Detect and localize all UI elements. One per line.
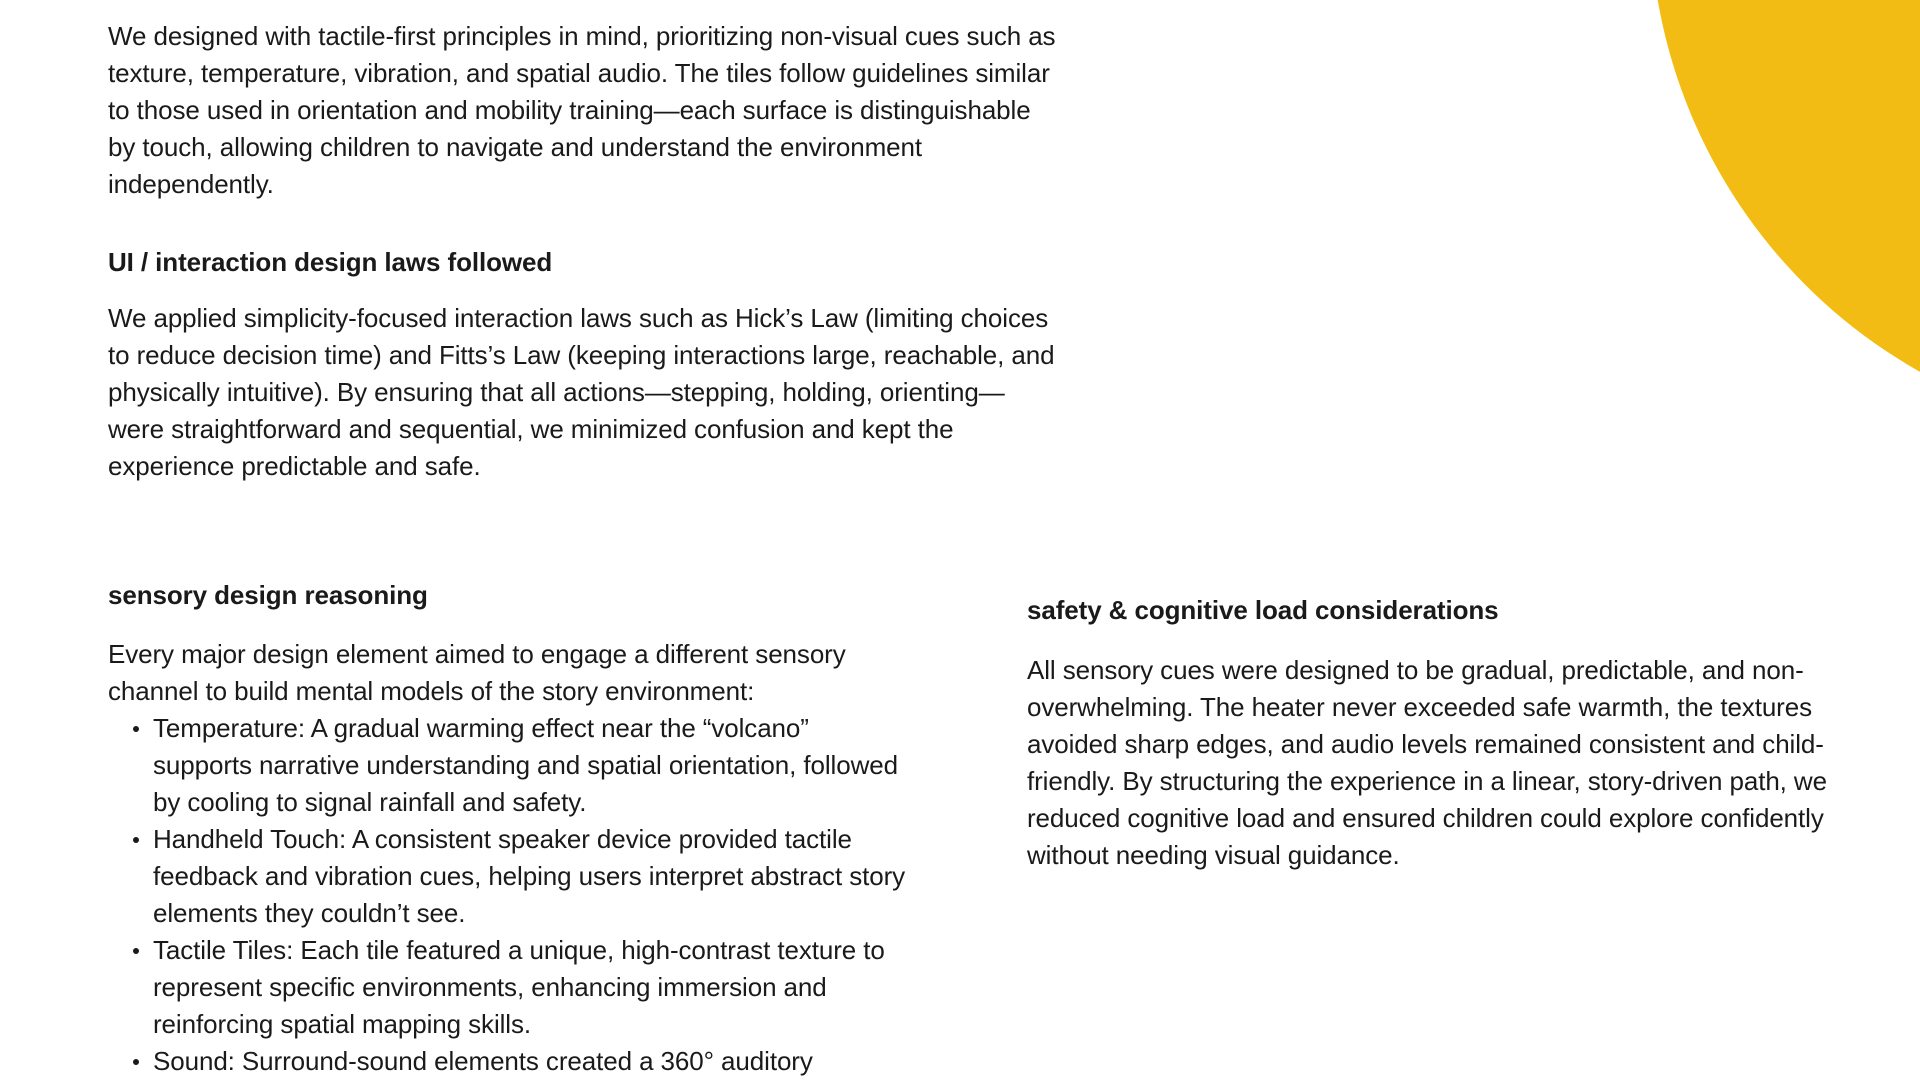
sensory-list bbox=[108, 710, 908, 1080]
sensory-section bbox=[108, 579, 908, 1080]
list-item: Temperature: A gradual warming effect near the “volcano” supports narrative understanding and spatial orientation, followed by cooling to signal rainfall and safety. bbox=[108, 710, 908, 821]
list-item: Sound: Surround-sound elements created a 360° auditory bbox=[108, 1043, 908, 1080]
laws-section bbox=[108, 246, 1058, 485]
safety-heading: safety & cognitive load considerations bbox=[1027, 595, 1499, 625]
list-item: Handheld Touch: A consistent speaker device provided tactile feedback and vibration cues, helping users interpret abstract story elements they couldn’t see. bbox=[108, 821, 908, 932]
safety-section bbox=[1027, 594, 1827, 874]
laws-paragraph: We applied simplicity-focused interaction laws such as Hick’s Law (limiting choices to reduce decision time) and Fitts’s Law (keeping interactions large, reachable, and physically intuitive). By ensuring that all actions—stepping, holding, orienting—were straightforward and sequential, we minimized confusion and kept the experience predictable and safe. bbox=[108, 303, 1055, 481]
list-item: Tactile Tiles: Each tile featured a unique, high-contrast texture to represent specific environments, enhancing immersion and reinforcing spatial mapping skills. bbox=[108, 932, 908, 1043]
laws-heading: UI / interaction design laws followed bbox=[108, 247, 553, 277]
intro-section bbox=[108, 18, 1058, 203]
sensory-heading: sensory design reasoning bbox=[108, 580, 428, 610]
sensory-intro: Every major design element aimed to engage a different sensory channel to build mental models of the story environment: bbox=[108, 639, 846, 706]
decorative-yellow-circle bbox=[1650, 0, 1920, 440]
intro-paragraph: We designed with tactile-first principles in mind, prioritizing non-visual cues such as texture, temperature, vibration, and spatial audio. The tiles follow guidelines similar to those used in orientation and mobility training—each surface is distinguishable by touch, allowing children to navigate and understand the environment independently. bbox=[108, 21, 1056, 199]
safety-paragraph: All sensory cues were designed to be gradual, predictable, and non-overwhelming. The heater never exceeded safe warmth, the textures avoided sharp edges, and audio levels remained consistent and child-friendly. By structuring the experience in a linear, story-driven path, we reduced cognitive load and ensured children could explore confidently without needing visual guidance. bbox=[1027, 655, 1827, 870]
